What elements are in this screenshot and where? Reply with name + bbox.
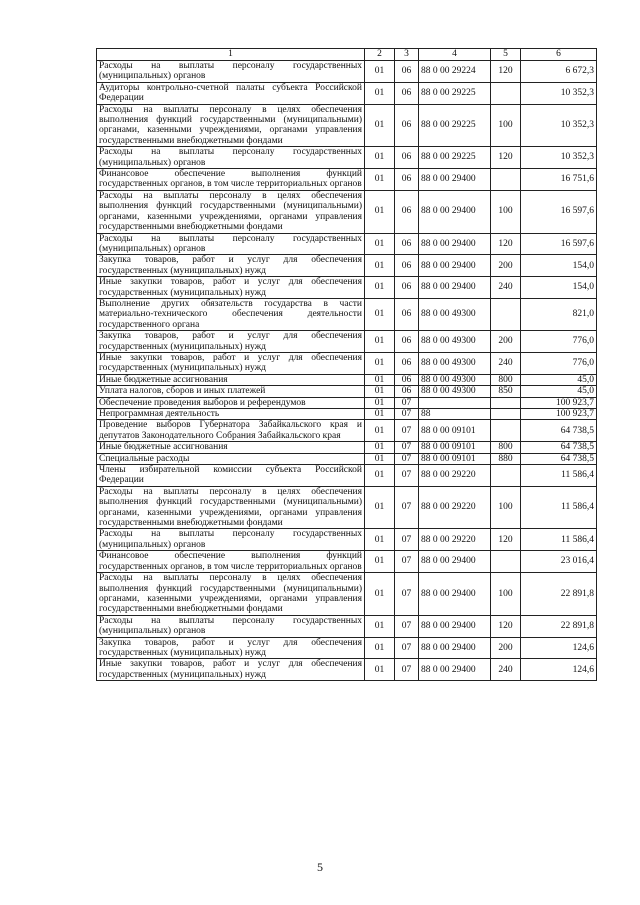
expense-name-cell: Расходы на выплаты персоналу государственных (муниципальных) органов	[97, 147, 365, 169]
expense-name-cell: Финансовое обеспечение выполнения функций государственных органов, в том числе территориальных органов	[97, 169, 365, 191]
expense-type-code-cell	[491, 409, 521, 420]
target-item-code-cell: 88 0 00 29400	[419, 551, 491, 573]
amount-cell: 124,6	[521, 637, 597, 659]
amount-cell: 6 672,3	[521, 61, 597, 83]
table-row	[97, 190, 597, 233]
subsection-code-cell: 06	[395, 61, 419, 83]
expense-name-cell: Расходы на выплаты персоналу государственных (муниципальных) органов	[97, 615, 365, 637]
amount-cell: 776,0	[521, 331, 597, 353]
column-header-2: 2	[365, 49, 395, 61]
table-row	[97, 147, 597, 169]
table-header-row	[97, 49, 597, 61]
table-body	[97, 61, 597, 681]
amount-cell: 100 923,7	[521, 409, 597, 420]
target-item-code-cell: 88 0 00 29400	[419, 637, 491, 659]
section-code-cell: 01	[365, 255, 395, 277]
expense-name-cell: Финансовое обеспечение выполнения функций государственных органов, в том числе территориальных органов	[97, 551, 365, 573]
expense-name-cell: Расходы на выплаты персоналу государственных (муниципальных) органов	[97, 529, 365, 551]
target-item-code-cell: 88 0 00 29400	[419, 190, 491, 233]
target-item-code-cell: 88 0 00 09101	[419, 420, 491, 442]
target-item-code-cell: 88 0 00 29400	[419, 573, 491, 616]
amount-cell: 11 586,4	[521, 529, 597, 551]
subsection-code-cell: 06	[395, 352, 419, 374]
expense-type-code-cell	[491, 420, 521, 442]
table-row	[97, 453, 597, 464]
table-row	[97, 233, 597, 255]
amount-cell: 16 597,6	[521, 190, 597, 233]
expense-name-cell: Уплата налогов, сборов и иных платежей	[97, 386, 365, 397]
subsection-code-cell: 06	[395, 104, 419, 147]
subsection-code-cell: 07	[395, 486, 419, 529]
amount-cell: 16 597,6	[521, 233, 597, 255]
amount-cell: 154,0	[521, 277, 597, 299]
section-code-cell: 01	[365, 190, 395, 233]
amount-cell: 64 738,5	[521, 442, 597, 453]
amount-cell: 154,0	[521, 255, 597, 277]
target-item-code-cell: 88 0 00 29400	[419, 255, 491, 277]
expense-type-code-cell	[491, 465, 521, 487]
subsection-code-cell: 06	[395, 82, 419, 104]
section-code-cell: 01	[365, 529, 395, 551]
section-code-cell: 01	[365, 233, 395, 255]
expense-name-cell: Выполнение других обязательств государства в части материально-технического обеспечения деятельности государственного органа	[97, 298, 365, 330]
expense-name-cell: Расходы на выплаты персоналу в целях обеспечения выполнения функций государственными (муниципальными) органами, казенными учреждениями, органами управления государственными внебюджетными фондами	[97, 104, 365, 147]
expense-name-cell: Расходы на выплаты персоналу в целях обеспечения выполнения функций государственными (муниципальными) органами, казенными учреждениями, органами управления государственными внебюджетными фондами	[97, 573, 365, 616]
expense-type-code-cell	[491, 298, 521, 330]
table-row	[97, 409, 597, 420]
expense-type-code-cell: 240	[491, 352, 521, 374]
amount-cell: 10 352,3	[521, 82, 597, 104]
table-row	[97, 169, 597, 191]
subsection-code-cell: 06	[395, 169, 419, 191]
section-code-cell: 01	[365, 277, 395, 299]
table-row	[97, 573, 597, 616]
amount-cell: 23 016,4	[521, 551, 597, 573]
expense-type-code-cell: 850	[491, 386, 521, 397]
section-code-cell: 01	[365, 409, 395, 420]
section-code-cell: 01	[365, 453, 395, 464]
expense-type-code-cell: 120	[491, 529, 521, 551]
subsection-code-cell: 07	[395, 551, 419, 573]
table-row	[97, 331, 597, 353]
section-code-cell: 01	[365, 147, 395, 169]
expense-name-cell: Иные закупки товаров, работ и услуг для обеспечения государственных (муниципальных) нужд	[97, 352, 365, 374]
subsection-code-cell: 07	[395, 615, 419, 637]
expense-type-code-cell: 120	[491, 147, 521, 169]
section-code-cell: 01	[365, 615, 395, 637]
target-item-code-cell: 88 0 00 49300	[419, 298, 491, 330]
expense-type-code-cell: 200	[491, 255, 521, 277]
subsection-code-cell: 06	[395, 374, 419, 385]
target-item-code-cell: 88	[419, 409, 491, 420]
target-item-code-cell: 88 0 00 09101	[419, 453, 491, 464]
target-item-code-cell: 88 0 00 49300	[419, 352, 491, 374]
expense-type-code-cell: 100	[491, 104, 521, 147]
amount-cell: 22 891,8	[521, 615, 597, 637]
target-item-code-cell: 88 0 00 29220	[419, 486, 491, 529]
expense-type-code-cell: 120	[491, 615, 521, 637]
target-item-code-cell: 88 0 00 09101	[419, 442, 491, 453]
amount-cell: 45,0	[521, 374, 597, 385]
target-item-code-cell: 88 0 00 29225	[419, 82, 491, 104]
expense-type-code-cell: 100	[491, 573, 521, 616]
section-code-cell: 01	[365, 486, 395, 529]
amount-cell: 16 751,6	[521, 169, 597, 191]
amount-cell: 11 586,4	[521, 465, 597, 487]
expense-name-cell: Специальные расходы	[97, 453, 365, 464]
table-row	[97, 82, 597, 104]
table-row	[97, 386, 597, 397]
target-item-code-cell: 88 0 00 29400	[419, 233, 491, 255]
expense-name-cell: Непрограммная деятельность	[97, 409, 365, 420]
subsection-code-cell: 06	[395, 277, 419, 299]
expense-type-code-cell: 880	[491, 453, 521, 464]
target-item-code-cell: 88 0 00 29400	[419, 277, 491, 299]
subsection-code-cell: 06	[395, 233, 419, 255]
expense-type-code-cell	[491, 397, 521, 408]
section-code-cell: 01	[365, 169, 395, 191]
table-row	[97, 61, 597, 83]
expense-name-cell: Иные закупки товаров, работ и услуг для обеспечения государственных (муниципальных) нужд	[97, 659, 365, 681]
subsection-code-cell: 07	[395, 573, 419, 616]
table-row	[97, 420, 597, 442]
target-item-code-cell: 88 0 00 49300	[419, 386, 491, 397]
target-item-code-cell: 88 0 00 29225	[419, 147, 491, 169]
subsection-code-cell: 06	[395, 255, 419, 277]
target-item-code-cell: 88 0 00 29400	[419, 169, 491, 191]
table-row	[97, 551, 597, 573]
section-code-cell: 01	[365, 659, 395, 681]
subsection-code-cell: 07	[395, 465, 419, 487]
subsection-code-cell: 07	[395, 409, 419, 420]
section-code-cell: 01	[365, 637, 395, 659]
column-header-6: 6	[521, 49, 597, 61]
subsection-code-cell: 07	[395, 442, 419, 453]
expense-name-cell: Иные бюджетные ассигнования	[97, 442, 365, 453]
expense-name-cell: Закупка товаров, работ и услуг для обеспечения государственных (муниципальных) нужд	[97, 637, 365, 659]
amount-cell: 10 352,3	[521, 104, 597, 147]
target-item-code-cell: 88 0 00 29225	[419, 104, 491, 147]
table-row	[97, 465, 597, 487]
section-code-cell: 01	[365, 104, 395, 147]
amount-cell: 124,6	[521, 659, 597, 681]
amount-cell: 45,0	[521, 386, 597, 397]
table-row	[97, 615, 597, 637]
expense-type-code-cell	[491, 82, 521, 104]
table-row	[97, 374, 597, 385]
section-code-cell: 01	[365, 386, 395, 397]
table-row	[97, 298, 597, 330]
expense-name-cell: Проведение выборов Губернатора Забайкальского края и депутатов Законодательного Собрания Забайкальского края	[97, 420, 365, 442]
expense-name-cell: Расходы на выплаты персоналу государственных (муниципальных) органов	[97, 233, 365, 255]
amount-cell: 64 738,5	[521, 420, 597, 442]
section-code-cell: 01	[365, 298, 395, 330]
table-row	[97, 352, 597, 374]
expense-name-cell: Иные бюджетные ассигнования	[97, 374, 365, 385]
expense-type-code-cell: 800	[491, 374, 521, 385]
target-item-code-cell: 88 0 00 29224	[419, 61, 491, 83]
amount-cell: 100 923,7	[521, 397, 597, 408]
table-row	[97, 397, 597, 408]
expense-name-cell: Аудиторы контрольно-счетной палаты субъекта Российской Федерации	[97, 82, 365, 104]
expense-name-cell: Расходы на выплаты персоналу в целях обеспечения выполнения функций государственными (муниципальными) органами, казенными учреждениями, органами управления государственными внебюджетными фондами	[97, 190, 365, 233]
expense-type-code-cell: 120	[491, 233, 521, 255]
expense-name-cell: Расходы на выплаты персоналу в целях обеспечения выполнения функций государственными (муниципальными) органами, казенными учреждениями, органами управления государственными внебюджетными фондами	[97, 486, 365, 529]
subsection-code-cell: 06	[395, 298, 419, 330]
amount-cell: 64 738,5	[521, 453, 597, 464]
section-code-cell: 01	[365, 331, 395, 353]
expense-name-cell: Закупка товаров, работ и услуг для обеспечения государственных (муниципальных) нужд	[97, 255, 365, 277]
table-row	[97, 659, 597, 681]
expense-type-code-cell: 200	[491, 331, 521, 353]
expense-type-code-cell: 100	[491, 190, 521, 233]
expense-name-cell: Иные закупки товаров, работ и услуг для обеспечения государственных (муниципальных) нужд	[97, 277, 365, 299]
target-item-code-cell	[419, 397, 491, 408]
section-code-cell: 01	[365, 551, 395, 573]
expense-type-code-cell: 200	[491, 637, 521, 659]
subsection-code-cell: 07	[395, 397, 419, 408]
table-row	[97, 277, 597, 299]
section-code-cell: 01	[365, 374, 395, 385]
section-code-cell: 01	[365, 397, 395, 408]
section-code-cell: 01	[365, 465, 395, 487]
expense-type-code-cell	[491, 551, 521, 573]
expense-name-cell: Расходы на выплаты персоналу государственных (муниципальных) органов	[97, 61, 365, 83]
subsection-code-cell: 06	[395, 386, 419, 397]
page-number: 5	[317, 860, 323, 874]
subsection-code-cell: 07	[395, 659, 419, 681]
table-row	[97, 104, 597, 147]
subsection-code-cell: 06	[395, 190, 419, 233]
expense-name-cell: Обеспечение проведения выборов и референдумов	[97, 397, 365, 408]
expense-type-code-cell	[491, 169, 521, 191]
subsection-code-cell: 07	[395, 529, 419, 551]
amount-cell: 821,0	[521, 298, 597, 330]
subsection-code-cell: 07	[395, 453, 419, 464]
target-item-code-cell: 88 0 00 29220	[419, 529, 491, 551]
expense-name-cell: Члены избирательной комиссии субъекта Российской Федерации	[97, 465, 365, 487]
target-item-code-cell: 88 0 00 29400	[419, 615, 491, 637]
expense-type-code-cell: 120	[491, 61, 521, 83]
subsection-code-cell: 07	[395, 420, 419, 442]
column-header-5: 5	[491, 49, 521, 61]
target-item-code-cell: 88 0 00 49300	[419, 374, 491, 385]
expense-type-code-cell: 240	[491, 659, 521, 681]
section-code-cell: 01	[365, 420, 395, 442]
column-header-3: 3	[395, 49, 419, 61]
table-row	[97, 442, 597, 453]
section-code-cell: 01	[365, 352, 395, 374]
target-item-code-cell: 88 0 00 29400	[419, 659, 491, 681]
subsection-code-cell: 07	[395, 637, 419, 659]
column-header-1: 1	[97, 49, 365, 61]
amount-cell: 10 352,3	[521, 147, 597, 169]
expense-name-cell: Закупка товаров, работ и услуг для обеспечения государственных (муниципальных) нужд	[97, 331, 365, 353]
amount-cell: 22 891,8	[521, 573, 597, 616]
target-item-code-cell: 88 0 00 29220	[419, 465, 491, 487]
expense-type-code-cell: 800	[491, 442, 521, 453]
table-row	[97, 637, 597, 659]
section-code-cell: 01	[365, 442, 395, 453]
table-row	[97, 486, 597, 529]
expense-type-code-cell: 240	[491, 277, 521, 299]
amount-cell: 11 586,4	[521, 486, 597, 529]
target-item-code-cell: 88 0 00 49300	[419, 331, 491, 353]
subsection-code-cell: 06	[395, 147, 419, 169]
table-row	[97, 255, 597, 277]
section-code-cell: 01	[365, 573, 395, 616]
subsection-code-cell: 06	[395, 331, 419, 353]
budget-table	[96, 48, 597, 681]
section-code-cell: 01	[365, 61, 395, 83]
expense-type-code-cell: 100	[491, 486, 521, 529]
amount-cell: 776,0	[521, 352, 597, 374]
section-code-cell: 01	[365, 82, 395, 104]
column-header-4: 4	[419, 49, 491, 61]
table-row	[97, 529, 597, 551]
